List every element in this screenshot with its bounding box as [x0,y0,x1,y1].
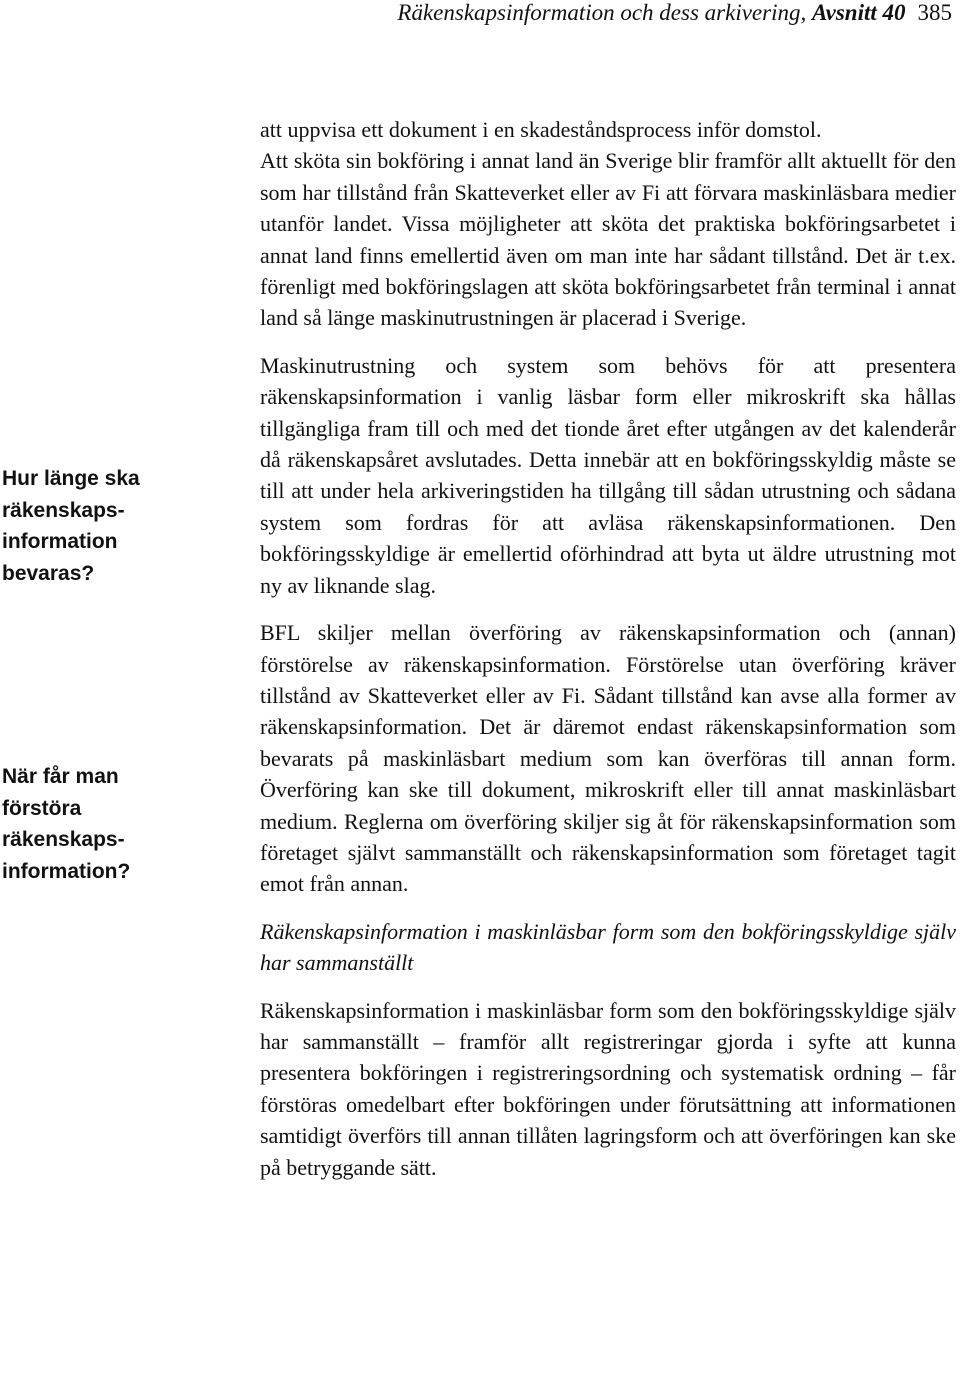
paragraph-foreign-bookkeeping: Att sköta sin bokföring i annat land än Sverige blir framför allt aktuellt för den som har tillstånd från Skatteverket eller av Fi att förvara maskinläsbara medier utanför landet. Vissa möjligheter att sköta det praktiska bokföringsarbetet i annat land finns emellertid även om man inte har sådant tillstånd. Det är t.ex. förenligt med bokföringslagen att sköta bokföringsarbetet från terminal i annat land så länge maskinutrustningen är placerad i Sverige. [260,148,956,331]
subheading: Räkenskapsinformation i maskinläsbar form som den bokföringsskyldige själv har sammanställt [260,918,956,976]
margin-note-destruction [2,761,242,887]
margin-note-line: bevaras? [2,561,95,585]
margin-note-line: räkenskaps- [2,828,125,851]
margin-note-line: förstöra [2,796,82,820]
margin-note-line: räkenskaps- [2,498,125,522]
main-text [260,114,956,1183]
margin-note-line: information [2,530,118,553]
margin-note-line: När får man [2,765,119,788]
section-label: Avsnitt 40 [811,0,906,25]
margin-note-retention [2,463,242,589]
paragraph-transfer-destruction: BFL skiljer mellan överföring av räkenskapsinformation och (annan) förstörelse av räkenskapsinformation. Förstörelse utan överföring kräver tillstånd av Skatteverket eller av Fi. Sådant tillstånd kan avse alla former av räkenskapsinformation. Det är däremot endast räkenskapsinformation som bevarats på maskinläsbart medium som kan överföras till annan form. Överföring kan ske till dokument, mikroskrift eller till annat maskinläsbart medium. Reglerna om överföring skiljer sig åt för räkenskapsinformation som företaget självt sammanställt och räkenskapsinformation som företaget tagit emot från annan. [260,620,956,897]
paragraph-continuation: att uppvisa ett dokument i en skadeståndsprocess inför domstol. [260,117,822,142]
margin-note-line: information? [2,859,131,883]
paragraph-machine-readable: Räkenskapsinformation i maskinläsbar form som den bokföringsskyldige själv har sammanställt – framför allt registreringar gjorda i syfte att kunna presentera bokföringen i registreringsordning och systematisk ordning – får förstöras omedelbart efter bokföringen under förutsättning att informationen samtidigt överförs till annan tillåten lagringsform och att överföringen kan ske på betryggande sätt. [260,997,956,1180]
page-number: 385 [917,0,952,25]
page-header [0,0,952,30]
margin-note-line: Hur länge ska [2,467,140,490]
running-title: Räkenskapsinformation och dess arkivering, [397,0,812,25]
paragraph-equipment-retention: Maskinutrustning och system som behövs för att presentera räkenskapsinformation i vanlig läsbar form eller mikroskrift ska hållas tillgängliga fram till och med det tionde året efter utgången av det kalenderår då räkenskapsåret avslutades. Detta innebär att en bokföringsskyldig måste se till att under hela arkiveringstiden ha tillgång till sådan utrustning och sådana system som fordras för att avläsa räkenskapsinformationen. Den bokföringsskyldige är emellertid oförhindrad att byta ut äldre utrustning mot ny av liknande slag. [260,352,956,598]
